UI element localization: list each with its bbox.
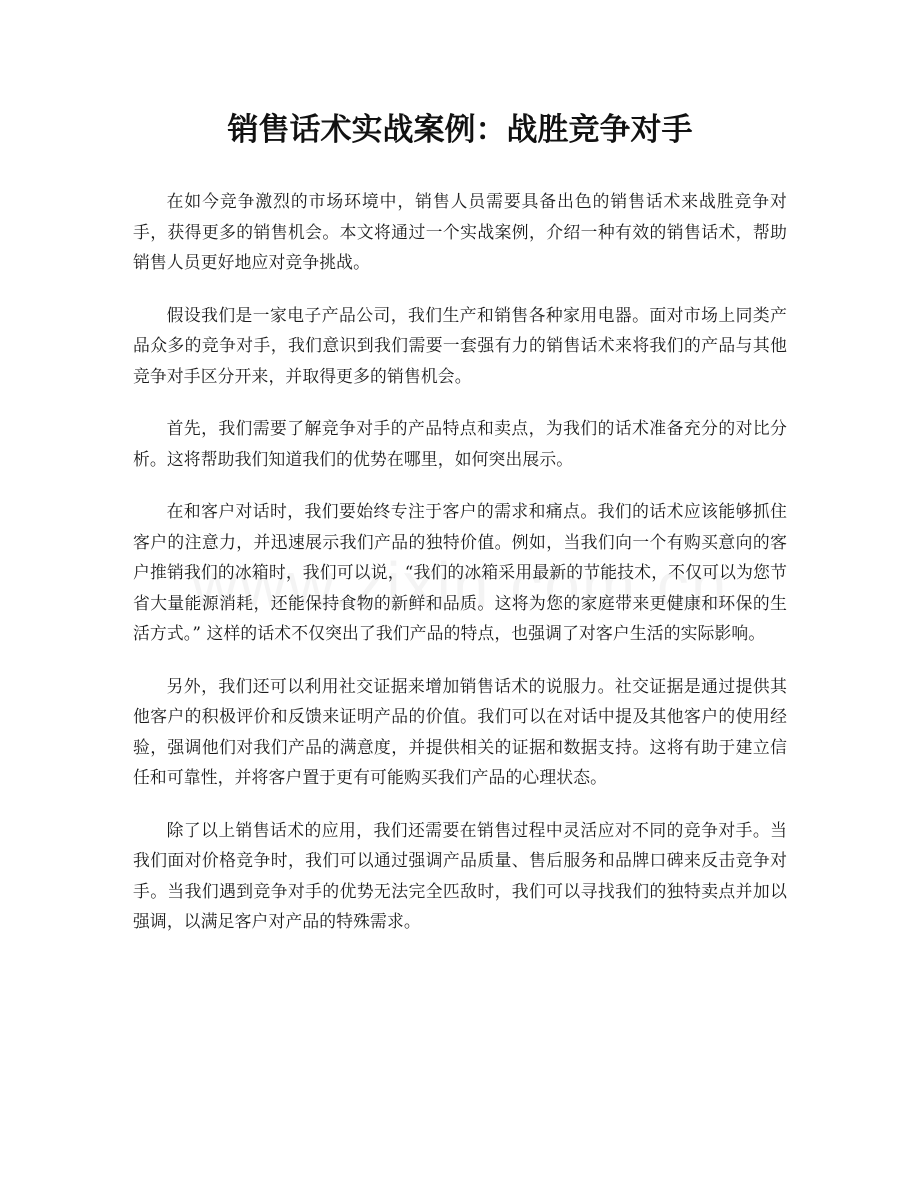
paragraph-5: 另外，我们还可以利用社交证据来增加销售话术的说服力。社交证据是通过提供其他客户的积极评价和反馈来证明产品的价值。我们可以在对话中提及其他客户的使用经验，强调他们对我们产品的满意度，并提供相关的证据和数据支持。这将有助于建立信任和可靠性，并将客户置于更有可能购买我们产品的心理状态。 <box>133 675 787 787</box>
paragraph-2: 假设我们是一家电子产品公司，我们生产和销售各种家用电器。面对市场上同类产品众多的竞争对手，我们意识到我们需要一套强有力的销售话术来将我们的产品与其他竞争对手区分开来，并取得更多的销售机会。 <box>133 304 787 386</box>
paragraph-3: 首先，我们需要了解竞争对手的产品特点和卖点，为我们的话术准备充分的对比分析。这将帮助我们知道我们的优势在哪里，如何突出展示。 <box>133 418 787 469</box>
article-body <box>133 186 787 959</box>
page-title: 销售话术实战案例：战胜竞争对手 <box>227 112 693 148</box>
paragraph-6: 除了以上销售话术的应用，我们还需要在销售过程中灵活应对不同的竞争对手。当我们面对价格竞争时，我们可以通过强调产品质量、售后服务和品牌口碑来反击竞争对手。当我们遇到竞争对手的优势无法完全匹敌时，我们可以寻找我们的独特卖点并加以强调，以满足客户对产品的特殊需求。 <box>133 819 787 931</box>
paragraph-1: 在如今竞争激烈的市场环境中，销售人员需要具备出色的销售话术来战胜竞争对手，获得更多的销售机会。本文将通过一个实战案例，介绍一种有效的销售话术，帮助销售人员更好地应对竞争挑战。 <box>133 191 787 272</box>
paragraph-4: 在和客户对话时，我们要始终专注于客户的需求和痛点。我们的话术应该能够抓住客户的注意力，并迅速展示我们产品的独特价值。例如，当我们向一个有购买意向的客户推销我们的冰箱时，我们可以说，“我们的冰箱采用最新的节能技术，不仅可以为您节省大量能源消耗，还能保持食物的新鲜和品质。这将为您的家庭带来更健康和环保的生活方式。” 这样的话术不仅突出了我们产品的特点，也强调了对客户生活的实际影响。 <box>133 501 787 643</box>
